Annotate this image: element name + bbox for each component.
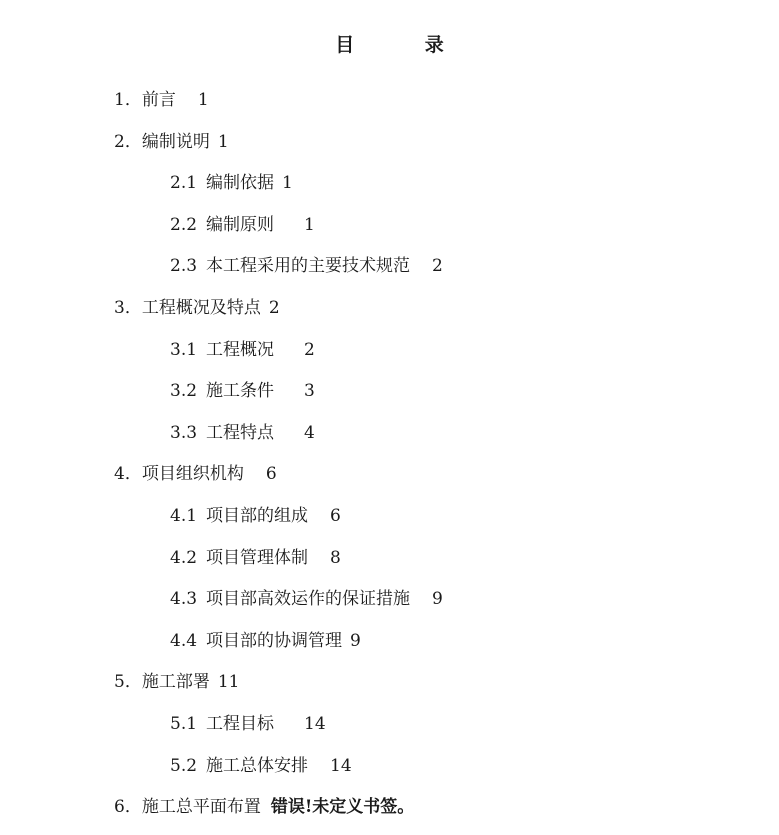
toc-entry[interactable] [0, 288, 779, 330]
toc-entry-text: 编制说明 [141, 131, 210, 152]
toc-entry-text: 工程概况及特点 [141, 297, 261, 318]
toc-entry-text: 项目部高效运作的保证措施 [206, 589, 411, 610]
toc-entry-page-number: 8 [330, 547, 341, 568]
toc-entry-number: 6． [114, 797, 142, 818]
toc-entry[interactable] [0, 371, 779, 413]
toc-entry-page-number: 3 [304, 381, 315, 402]
toc-entry[interactable] [0, 496, 779, 538]
toc-entry-text: 前言 [141, 90, 176, 110]
toc-entry-number: 4.2 [170, 547, 198, 568]
toc-entry[interactable] [0, 80, 779, 122]
toc-entry[interactable] [0, 704, 779, 746]
toc-entry-text: 施工部署 [141, 672, 210, 693]
toc-entry-text: 项目管理体制 [206, 547, 309, 568]
toc-entry-page-number: 2 [304, 339, 315, 360]
toc-entry[interactable] [0, 662, 779, 704]
toc-entry-number: 4.3 [170, 589, 198, 610]
toc-entry-page-number: 2 [268, 297, 280, 318]
toc-entry[interactable] [0, 621, 779, 663]
toc-entry-page-number: 6 [330, 505, 341, 526]
toc-entry-error-text: 错误!未定义书签。 [270, 797, 415, 818]
toc-entry-text: 工程目标 [206, 713, 275, 734]
toc-entry-number: 4.4 [170, 630, 198, 651]
toc-entry[interactable] [0, 746, 779, 788]
toc-entry-number: 2.1 [170, 173, 198, 194]
toc-entry-text: 编制原则 [206, 214, 275, 235]
toc-entry-text: 项目部的组成 [206, 505, 309, 526]
toc-entry-page-number: 1 [282, 173, 293, 194]
toc-entry-number: 5． [114, 672, 142, 693]
toc-entry-text: 施工总平面布置 [141, 797, 261, 818]
toc-entry-number: 3.3 [170, 422, 198, 443]
toc-entry-number: 3.2 [170, 381, 198, 402]
toc-entry-number: 5.1 [170, 713, 198, 734]
toc-entry-page-number: 9 [350, 630, 361, 651]
toc-entry-number: 4.1 [170, 505, 198, 526]
toc-entry[interactable] [0, 538, 779, 580]
toc-entry[interactable] [0, 413, 779, 455]
toc-entry-number: 2.2 [170, 214, 198, 235]
toc-entry-text: 本工程采用的主要技术规范 [206, 256, 411, 277]
toc-entry[interactable] [0, 205, 779, 247]
toc-entry[interactable] [0, 454, 779, 496]
toc-entry-page-number: 1 [197, 90, 209, 110]
toc-entry-text: 项目部的协调管理 [206, 630, 343, 651]
toc-entry-number: 3.1 [170, 339, 198, 360]
toc-entry-page-number: 1 [304, 214, 315, 235]
toc-entry-number: 3． [114, 297, 142, 318]
toc-entry[interactable] [0, 579, 779, 621]
toc-entry-page-number: 4 [304, 422, 315, 443]
toc-entry-page-number: 1 [217, 131, 229, 152]
toc-entry-page-number: 9 [432, 589, 443, 610]
toc-entry[interactable] [0, 787, 779, 829]
toc-entry-page-number: 2 [432, 256, 443, 277]
toc-entry[interactable] [0, 246, 779, 288]
toc-entry-text: 工程特点 [206, 422, 275, 443]
toc-entry-number: 2． [114, 131, 142, 152]
toc-entry-page-number: 14 [304, 713, 326, 734]
toc-entry-page-number: 6 [265, 464, 277, 485]
toc-entry-number: 1． [114, 90, 142, 110]
toc-entry-text: 编制依据 [206, 173, 275, 194]
toc-entry[interactable] [0, 330, 779, 372]
toc-entry-text: 工程概况 [206, 339, 275, 360]
toc-entry-page-number: 11 [217, 672, 240, 693]
toc-entry[interactable] [0, 163, 779, 205]
toc-entry-number: 2.3 [170, 256, 198, 277]
toc-entry-number: 4． [114, 464, 142, 485]
toc-entry-number: 5.2 [170, 755, 198, 776]
toc-entry-page-number: 14 [330, 755, 352, 776]
toc-entry[interactable] [0, 122, 779, 164]
toc-entry-text: 施工总体安排 [206, 755, 309, 776]
toc-list [0, 80, 779, 829]
toc-entry-text: 项目组织机构 [141, 464, 244, 485]
toc-title: 目 录 [335, 34, 476, 56]
toc-entry-text: 施工条件 [206, 381, 275, 402]
